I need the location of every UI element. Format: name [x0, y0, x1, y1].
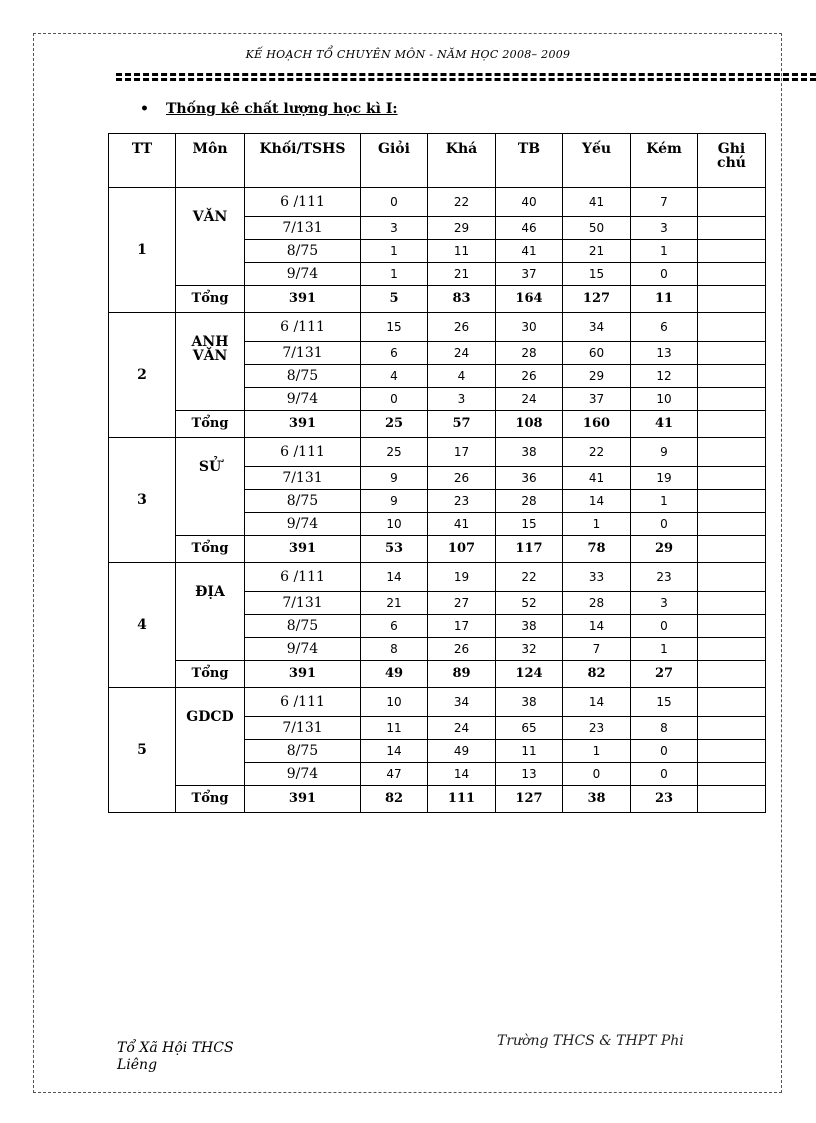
value-cell: 34 — [563, 313, 631, 342]
value-cell: 11 — [361, 717, 428, 740]
value-cell: 28 — [563, 592, 631, 615]
footer-right: Trường THCS & THPT Phi — [497, 1033, 684, 1049]
note-cell — [698, 615, 766, 638]
value-cell: 32 — [496, 638, 563, 661]
value-cell: 52 — [496, 592, 563, 615]
total-row — [109, 786, 766, 813]
value-cell: 29 — [428, 217, 496, 240]
value-cell: 49 — [428, 740, 496, 763]
value-cell: 41 — [428, 513, 496, 536]
note-cell — [698, 313, 766, 342]
column-header: Yếu — [563, 134, 631, 188]
total-value-cell: 29 — [631, 536, 698, 563]
total-row — [109, 411, 766, 438]
total-value-cell: 23 — [631, 786, 698, 813]
value-cell: 38 — [496, 438, 563, 467]
value-cell: 0 — [631, 615, 698, 638]
grade-cell: 8/75 — [245, 240, 361, 263]
value-cell: 10 — [361, 513, 428, 536]
value-cell: 26 — [428, 467, 496, 490]
value-cell: 1 — [631, 240, 698, 263]
note-cell — [698, 638, 766, 661]
value-cell: 9 — [631, 438, 698, 467]
subject-cell: SỬ — [176, 438, 245, 536]
footer-left-line1: Tổ Xã Hội THCS — [117, 1040, 234, 1056]
value-cell: 22 — [496, 563, 563, 592]
header-divider — [116, 73, 816, 76]
value-cell: 41 — [496, 240, 563, 263]
value-cell: 14 — [361, 563, 428, 592]
value-cell: 46 — [496, 217, 563, 240]
value-cell: 14 — [563, 615, 631, 638]
header-divider-lower — [116, 78, 816, 81]
value-cell: 9 — [361, 490, 428, 513]
total-label-cell: Tổng — [176, 786, 245, 813]
note-cell — [698, 217, 766, 240]
grade-cell: 8/75 — [245, 740, 361, 763]
subject-cell: ANH VĂN — [176, 313, 245, 411]
row-number-cell: 3 — [109, 438, 176, 563]
total-value-cell: 111 — [428, 786, 496, 813]
value-cell: 37 — [563, 388, 631, 411]
total-value-cell: 57 — [428, 411, 496, 438]
total-value-cell: 391 — [245, 786, 361, 813]
value-cell: 1 — [563, 513, 631, 536]
total-row — [109, 661, 766, 688]
value-cell: 22 — [428, 188, 496, 217]
total-value-cell: 391 — [245, 286, 361, 313]
value-cell: 23 — [428, 490, 496, 513]
value-cell: 0 — [631, 263, 698, 286]
total-row — [109, 286, 766, 313]
value-cell: 11 — [496, 740, 563, 763]
total-value-cell: 160 — [563, 411, 631, 438]
value-cell: 37 — [496, 263, 563, 286]
total-value-cell: 391 — [245, 661, 361, 688]
grade-cell: 9/74 — [245, 263, 361, 286]
section-heading — [140, 101, 398, 117]
grade-cell: 7/131 — [245, 717, 361, 740]
value-cell: 21 — [428, 263, 496, 286]
total-value-cell: 391 — [245, 536, 361, 563]
total-label-cell: Tổng — [176, 661, 245, 688]
value-cell: 23 — [631, 563, 698, 592]
footer-left — [117, 1040, 234, 1074]
value-cell: 15 — [563, 263, 631, 286]
value-cell: 30 — [496, 313, 563, 342]
total-value-cell: 78 — [563, 536, 631, 563]
section-heading-text: Thống kê chất lượng học kì I: — [166, 101, 398, 117]
note-cell — [698, 513, 766, 536]
value-cell: 19 — [631, 467, 698, 490]
table-row — [109, 563, 766, 592]
value-cell: 1 — [631, 490, 698, 513]
value-cell: 0 — [631, 513, 698, 536]
value-cell: 24 — [428, 717, 496, 740]
note-cell — [698, 411, 766, 438]
value-cell: 21 — [361, 592, 428, 615]
column-header: Khá — [428, 134, 496, 188]
value-cell: 1 — [563, 740, 631, 763]
value-cell: 34 — [428, 688, 496, 717]
grade-cell: 9/74 — [245, 513, 361, 536]
value-cell: 3 — [631, 217, 698, 240]
value-cell: 24 — [496, 388, 563, 411]
value-cell: 38 — [496, 688, 563, 717]
value-cell: 33 — [563, 563, 631, 592]
value-cell: 15 — [496, 513, 563, 536]
subject-cell: GDCD — [176, 688, 245, 786]
total-value-cell: 127 — [496, 786, 563, 813]
value-cell: 14 — [428, 763, 496, 786]
grade-cell: 9/74 — [245, 388, 361, 411]
total-value-cell: 83 — [428, 286, 496, 313]
value-cell: 23 — [563, 717, 631, 740]
grade-cell: 8/75 — [245, 365, 361, 388]
total-value-cell: 164 — [496, 286, 563, 313]
note-cell — [698, 263, 766, 286]
value-cell: 13 — [496, 763, 563, 786]
value-cell: 15 — [361, 313, 428, 342]
grade-cell: 7/131 — [245, 592, 361, 615]
value-cell: 6 — [361, 342, 428, 365]
subject-cell: VĂN — [176, 188, 245, 286]
value-cell: 22 — [563, 438, 631, 467]
value-cell: 9 — [361, 467, 428, 490]
row-number-cell: 5 — [109, 688, 176, 813]
column-header: TB — [496, 134, 563, 188]
column-header: TT — [109, 134, 176, 188]
note-cell — [698, 688, 766, 717]
note-cell — [698, 467, 766, 490]
note-cell — [698, 286, 766, 313]
total-label-cell: Tổng — [176, 536, 245, 563]
column-header: Khối/TSHS — [245, 134, 361, 188]
note-cell — [698, 763, 766, 786]
row-number-cell: 1 — [109, 188, 176, 313]
note-cell — [698, 388, 766, 411]
total-value-cell: 53 — [361, 536, 428, 563]
value-cell: 11 — [428, 240, 496, 263]
value-cell: 0 — [631, 740, 698, 763]
column-header: Giỏi — [361, 134, 428, 188]
value-cell: 1 — [361, 263, 428, 286]
note-cell — [698, 563, 766, 592]
row-number-cell: 4 — [109, 563, 176, 688]
total-value-cell: 124 — [496, 661, 563, 688]
total-label-cell: Tổng — [176, 286, 245, 313]
note-cell — [698, 661, 766, 688]
value-cell: 3 — [631, 592, 698, 615]
value-cell: 3 — [361, 217, 428, 240]
value-cell: 21 — [563, 240, 631, 263]
value-cell: 6 — [361, 615, 428, 638]
table-row — [109, 313, 766, 342]
grade-cell: 7/131 — [245, 217, 361, 240]
table-row — [109, 688, 766, 717]
value-cell: 36 — [496, 467, 563, 490]
grade-cell: 6 /111 — [245, 438, 361, 467]
note-cell — [698, 490, 766, 513]
note-cell — [698, 342, 766, 365]
note-cell — [698, 592, 766, 615]
subject-cell: ĐỊA — [176, 563, 245, 661]
grade-cell: 6 /111 — [245, 688, 361, 717]
value-cell: 8 — [631, 717, 698, 740]
grade-cell: 8/75 — [245, 490, 361, 513]
note-cell — [698, 365, 766, 388]
grade-cell: 6 /111 — [245, 313, 361, 342]
value-cell: 0 — [361, 388, 428, 411]
value-cell: 0 — [361, 188, 428, 217]
value-cell: 24 — [428, 342, 496, 365]
footer-left-line2: Liêng — [117, 1057, 158, 1073]
value-cell: 13 — [631, 342, 698, 365]
note-cell — [698, 438, 766, 467]
value-cell: 4 — [428, 365, 496, 388]
value-cell: 4 — [361, 365, 428, 388]
page-header-title: KẾ HOẠCH TỔ CHUYÊN MÔN - NĂM HỌC 2008– 2009 — [245, 48, 571, 61]
value-cell: 15 — [631, 688, 698, 717]
grade-cell: 6 /111 — [245, 188, 361, 217]
total-value-cell: 107 — [428, 536, 496, 563]
row-number-cell: 2 — [109, 313, 176, 438]
value-cell: 0 — [563, 763, 631, 786]
grade-cell: 7/131 — [245, 342, 361, 365]
value-cell: 26 — [428, 638, 496, 661]
total-value-cell: 49 — [361, 661, 428, 688]
total-value-cell: 89 — [428, 661, 496, 688]
grade-cell: 8/75 — [245, 615, 361, 638]
value-cell: 65 — [496, 717, 563, 740]
value-cell: 50 — [563, 217, 631, 240]
value-cell: 10 — [361, 688, 428, 717]
total-value-cell: 127 — [563, 286, 631, 313]
value-cell: 60 — [563, 342, 631, 365]
quality-stats-table — [108, 133, 766, 813]
value-cell: 1 — [631, 638, 698, 661]
value-cell: 26 — [428, 313, 496, 342]
total-value-cell: 391 — [245, 411, 361, 438]
value-cell: 10 — [631, 388, 698, 411]
grade-cell: 9/74 — [245, 638, 361, 661]
total-value-cell: 41 — [631, 411, 698, 438]
value-cell: 28 — [496, 342, 563, 365]
value-cell: 12 — [631, 365, 698, 388]
total-value-cell: 11 — [631, 286, 698, 313]
table-row — [109, 188, 766, 217]
value-cell: 41 — [563, 188, 631, 217]
value-cell: 29 — [563, 365, 631, 388]
column-header: Ghi chú — [698, 134, 766, 188]
total-value-cell: 82 — [563, 661, 631, 688]
value-cell: 41 — [563, 467, 631, 490]
value-cell: 17 — [428, 615, 496, 638]
note-cell — [698, 188, 766, 217]
value-cell: 6 — [631, 313, 698, 342]
total-value-cell: 25 — [361, 411, 428, 438]
total-label-cell: Tổng — [176, 411, 245, 438]
total-value-cell: 117 — [496, 536, 563, 563]
value-cell: 25 — [361, 438, 428, 467]
value-cell: 14 — [563, 688, 631, 717]
total-row — [109, 536, 766, 563]
value-cell: 0 — [631, 763, 698, 786]
value-cell: 28 — [496, 490, 563, 513]
table-header-row — [109, 134, 766, 188]
value-cell: 47 — [361, 763, 428, 786]
grade-cell: 7/131 — [245, 467, 361, 490]
value-cell: 7 — [631, 188, 698, 217]
note-cell — [698, 717, 766, 740]
column-header: Môn — [176, 134, 245, 188]
column-header: Kém — [631, 134, 698, 188]
value-cell: 26 — [496, 365, 563, 388]
bullet-icon: • — [140, 101, 149, 117]
note-cell — [698, 786, 766, 813]
total-value-cell: 38 — [563, 786, 631, 813]
value-cell: 7 — [563, 638, 631, 661]
value-cell: 14 — [361, 740, 428, 763]
note-cell — [698, 740, 766, 763]
grade-cell: 9/74 — [245, 763, 361, 786]
value-cell: 17 — [428, 438, 496, 467]
value-cell: 40 — [496, 188, 563, 217]
total-value-cell: 5 — [361, 286, 428, 313]
value-cell: 8 — [361, 638, 428, 661]
value-cell: 27 — [428, 592, 496, 615]
value-cell: 14 — [563, 490, 631, 513]
value-cell: 38 — [496, 615, 563, 638]
total-value-cell: 82 — [361, 786, 428, 813]
value-cell: 1 — [361, 240, 428, 263]
total-value-cell: 108 — [496, 411, 563, 438]
note-cell — [698, 536, 766, 563]
note-cell — [698, 240, 766, 263]
total-value-cell: 27 — [631, 661, 698, 688]
value-cell: 3 — [428, 388, 496, 411]
value-cell: 19 — [428, 563, 496, 592]
grade-cell: 6 /111 — [245, 563, 361, 592]
table-row — [109, 438, 766, 467]
